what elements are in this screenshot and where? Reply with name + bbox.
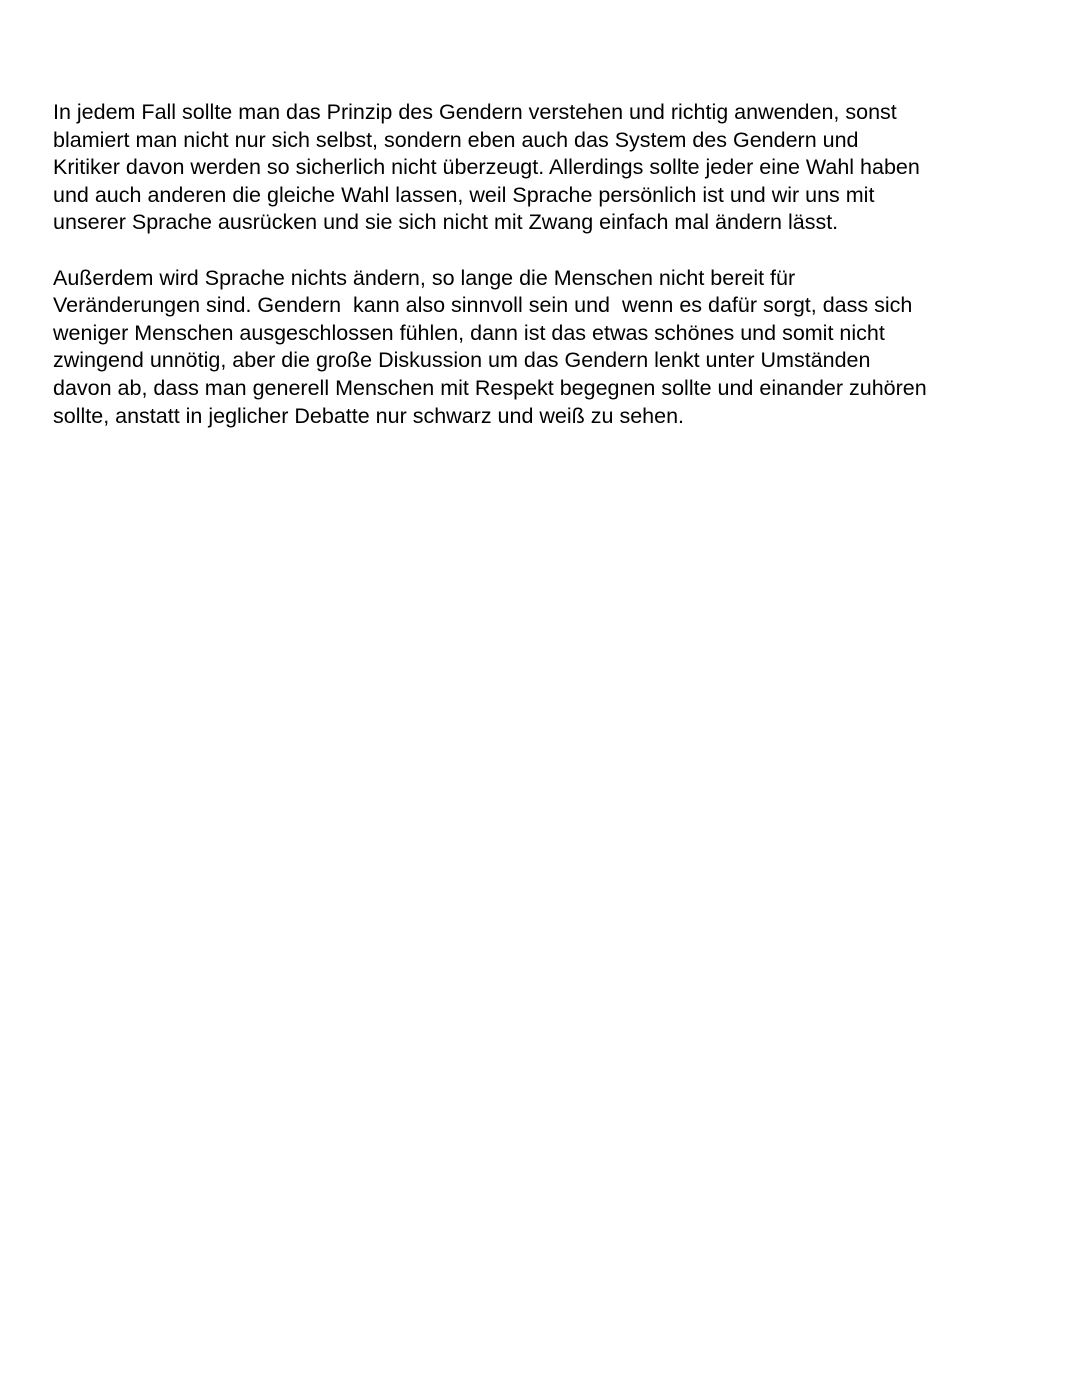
text-line: zwingend unnötig, aber die große Diskussion um das Gendern lenkt unter Umständen xyxy=(53,348,871,373)
text-line: Kritiker davon werden so sicherlich nicht überzeugt. Allerdings sollte jeder eine Wahl haben xyxy=(53,155,920,180)
document-body xyxy=(53,99,1033,430)
text-line: davon ab, dass man generell Menschen mit Respekt begegnen sollte und einander zuhören xyxy=(53,375,927,400)
text-line: In jedem Fall sollte man das Prinzip des Gendern verstehen und richtig anwenden, sonst xyxy=(53,100,897,124)
text-line: unserer Sprache ausrücken und sie sich nicht mit Zwang einfach mal ändern lässt. xyxy=(53,210,839,235)
paragraph-2 xyxy=(53,265,1033,431)
text-line: weniger Menschen ausgeschlossen fühlen, dann ist das etwas schönes und somit nicht xyxy=(53,320,885,345)
text-line: sollte, anstatt in jeglicher Debatte nur schwarz und weiß zu sehen. xyxy=(53,403,684,428)
text-line: Außerdem wird Sprache nichts ändern, so lange die Menschen nicht bereit für xyxy=(53,265,796,290)
paragraph-1 xyxy=(53,99,1033,237)
text-line: Veränderungen sind. Gendern kann also sinnvoll sein und wenn es dafür sorgt, dass sich xyxy=(53,293,913,318)
text-line: blamiert man nicht nur sich selbst, sondern eben auch das System des Gendern und xyxy=(53,127,859,152)
text-line: und auch anderen die gleiche Wahl lassen, weil Sprache persönlich ist und wir uns mit xyxy=(53,182,875,207)
